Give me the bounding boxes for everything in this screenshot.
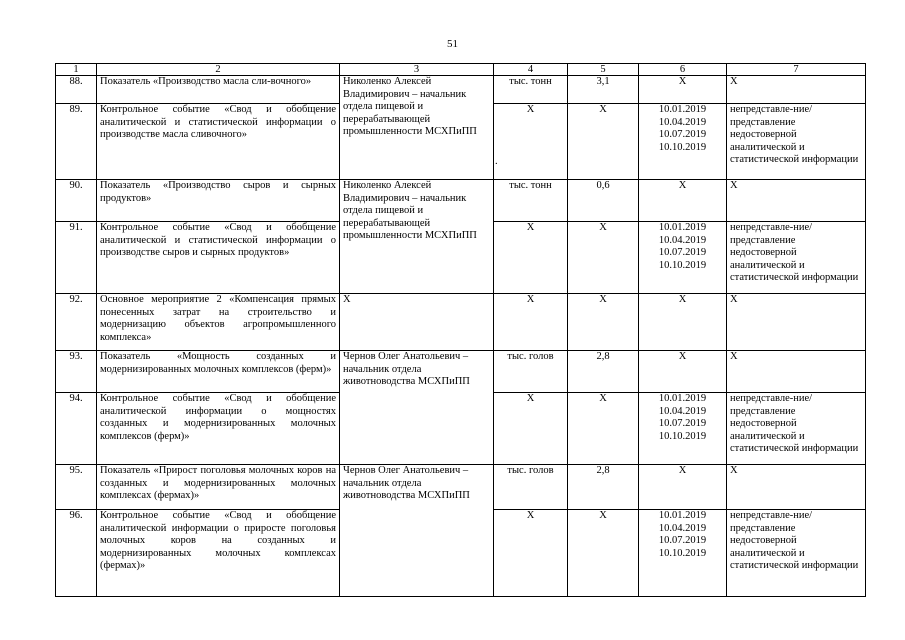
row-deadline: X — [639, 351, 727, 393]
row-note: непредставле-ние/представление недостоверной аналитической и статистической информации — [727, 510, 866, 597]
responsible-cell: X — [340, 294, 494, 351]
responsible-cell: Николенко Алексей Владимирович – начальник отдела пищевой и перерабатывающей промышленности МСХПиПП — [340, 180, 494, 294]
row-number: 91. — [56, 222, 97, 294]
row-value: 0,6 — [568, 180, 639, 222]
stray-dot: . — [495, 156, 498, 167]
column-number: 5 — [568, 64, 639, 76]
row-value: 2,8 — [568, 465, 639, 510]
page-number: 51 — [447, 38, 458, 50]
row-unit: X — [494, 294, 568, 351]
column-number: 3 — [340, 64, 494, 76]
row-name: Контрольное событие «Свод и обобщение аналитической информации о мощностях созданных и модернизированных молочных комплексов (ферм)» — [97, 393, 340, 465]
row-value: X — [568, 294, 639, 351]
row-unit: тыс. голов — [494, 351, 568, 393]
table-row — [56, 294, 866, 351]
row-unit: тыс. тонн — [494, 76, 568, 104]
row-value: X — [568, 393, 639, 465]
responsible-cell: Чернов Олег Анатольевич – начальник отдела животноводства МСХПиПП — [340, 351, 494, 465]
row-value: 3,1 — [568, 76, 639, 104]
column-number: 4 — [494, 64, 568, 76]
row-name: Контрольное событие «Свод и обобщение аналитической информации о приросте поголовья молочных коров на созданных и модернизированных молочных комплексах (фермах)» — [97, 510, 340, 597]
row-number: 88. — [56, 76, 97, 104]
row-name: Показатель «Прирост поголовья молочных коров на созданных и модернизированных молочных комплексах (фермах)» — [97, 465, 340, 510]
row-deadline: 10.01.2019 10.04.2019 10.07.2019 10.10.2019 — [639, 104, 727, 180]
column-number: 6 — [639, 64, 727, 76]
column-number: 2 — [97, 64, 340, 76]
row-number: 95. — [56, 465, 97, 510]
row-unit: тыс. голов — [494, 465, 568, 510]
row-value: X — [568, 222, 639, 294]
row-value: X — [568, 104, 639, 180]
table-row — [56, 180, 866, 222]
row-note: X — [727, 294, 866, 351]
plan-table — [55, 63, 866, 597]
row-name: Основное мероприятие 2 «Компенсация прямых понесенных затрат на строительство и модернизацию объектов агропромышленного комплекса» — [97, 294, 340, 351]
row-number: 94. — [56, 393, 97, 465]
row-number: 96. — [56, 510, 97, 597]
row-note: X — [727, 180, 866, 222]
row-name: Показатель «Мощность созданных и модернизированных молочных комплексов (ферм)» — [97, 351, 340, 393]
row-number: 90. — [56, 180, 97, 222]
row-unit: тыс. тонн — [494, 180, 568, 222]
row-deadline: 10.01.2019 10.04.2019 10.07.2019 10.10.2019 — [639, 393, 727, 465]
row-number: 92. — [56, 294, 97, 351]
row-name: Показатель «Производство масла сли-вочного» — [97, 76, 340, 104]
table-row — [56, 76, 866, 104]
responsible-cell: Чернов Олег Анатольевич – начальник отдела животноводства МСХПиПП — [340, 465, 494, 597]
row-name: Контрольное событие «Свод и обобщение аналитической и статистической информации о производстве сыров и сырных продуктов» — [97, 222, 340, 294]
table-row — [56, 351, 866, 393]
row-value: 2,8 — [568, 351, 639, 393]
row-deadline: X — [639, 180, 727, 222]
row-deadline: X — [639, 465, 727, 510]
row-unit: X — [494, 393, 568, 465]
row-name: Контрольное событие «Свод и обобщение аналитической и статистической информации о производстве масла сливочного» — [97, 104, 340, 180]
row-value: X — [568, 510, 639, 597]
table-row — [56, 465, 866, 510]
row-note: непредставле-ние/представление недостоверной аналитической и статистической информации — [727, 393, 866, 465]
column-number: 1 — [56, 64, 97, 76]
row-number: 89. — [56, 104, 97, 180]
row-deadline: 10.01.2019 10.04.2019 10.07.2019 10.10.2019 — [639, 222, 727, 294]
row-note: непредставле-ние/представление недостоверной аналитической и статистической информации — [727, 222, 866, 294]
row-deadline: X — [639, 294, 727, 351]
row-note: X — [727, 351, 866, 393]
row-note: X — [727, 465, 866, 510]
column-number: 7 — [727, 64, 866, 76]
row-unit: X — [494, 222, 568, 294]
row-note: непредставле-ние/представление недостоверной аналитической и статистической информации — [727, 104, 866, 180]
row-unit: X — [494, 510, 568, 597]
row-number: 93. — [56, 351, 97, 393]
row-unit: X . — [494, 104, 568, 180]
row-name: Показатель «Производство сыров и сырных продуктов» — [97, 180, 340, 222]
row-deadline: X — [639, 76, 727, 104]
responsible-cell: Николенко Алексей Владимирович – начальник отдела пищевой и перерабатывающей промышленности МСХПиПП — [340, 76, 494, 180]
row-deadline: 10.01.2019 10.04.2019 10.07.2019 10.10.2019 — [639, 510, 727, 597]
column-number-row — [56, 64, 866, 76]
row-note: X — [727, 76, 866, 104]
